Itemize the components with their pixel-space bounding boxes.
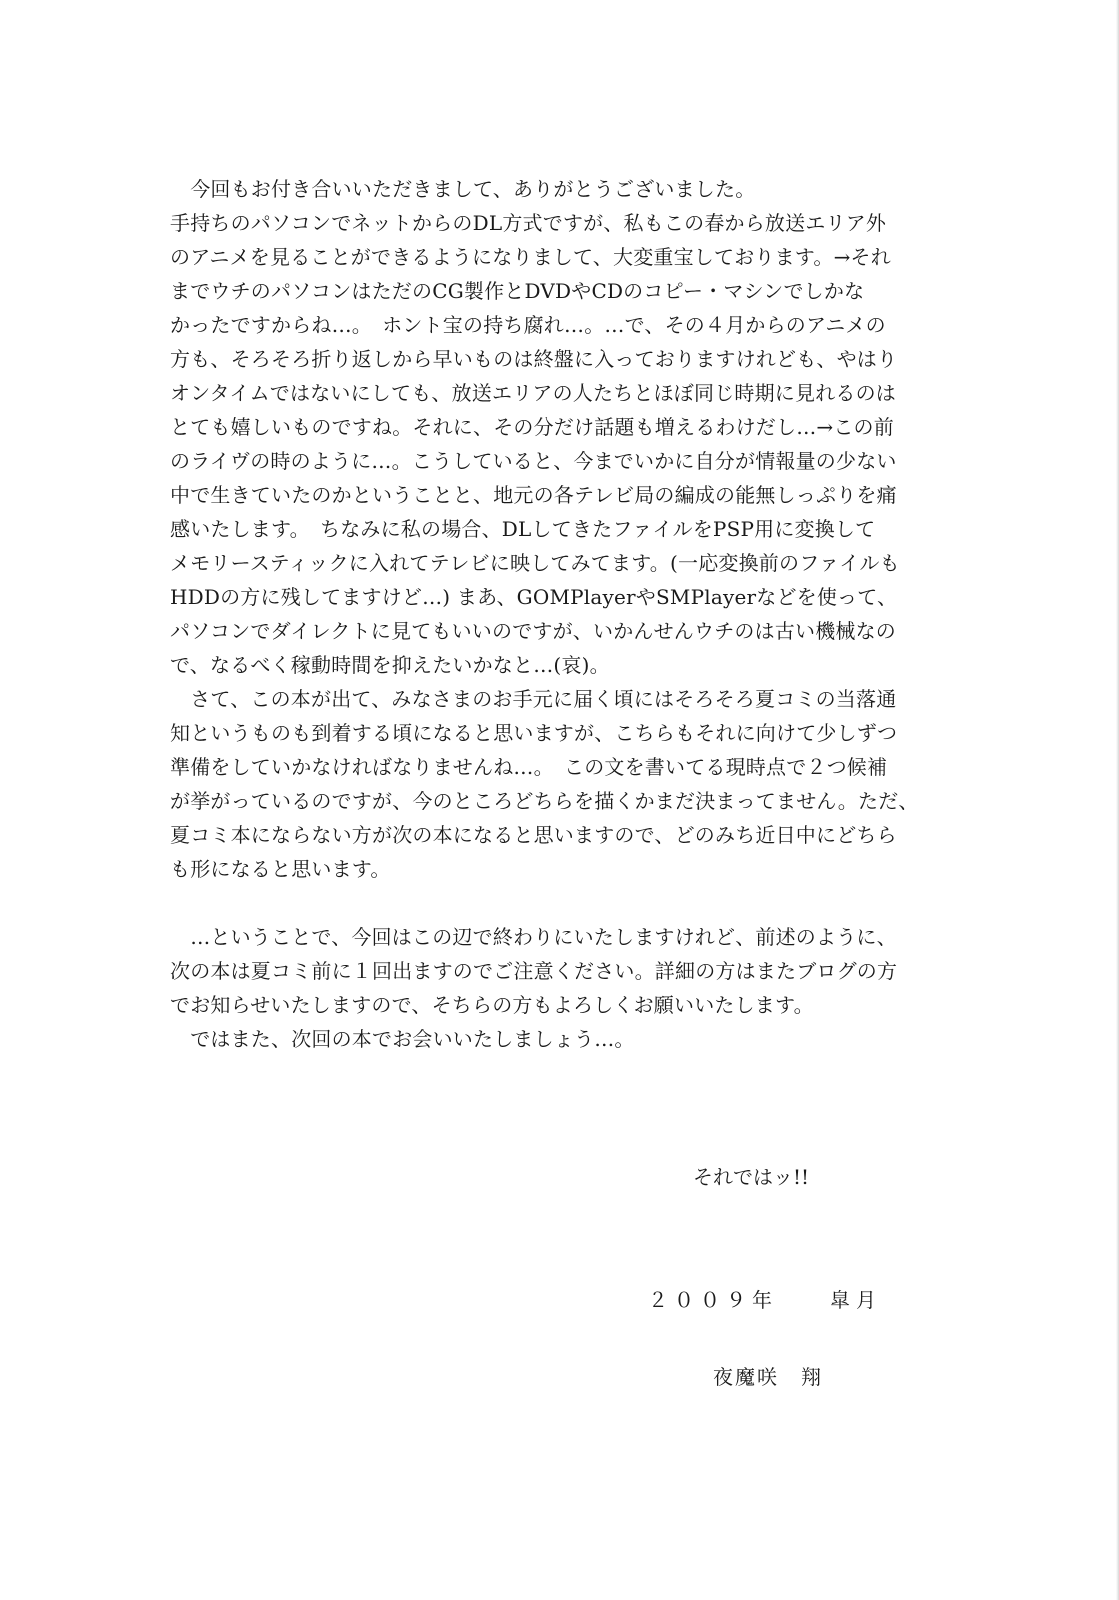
text-line: のライヴの時のように…。こうしていると、今までいかに自分が情報量の少ない: [170, 449, 897, 473]
text-line: でお知らせいたしますので、そちらの方もよろしくお願いいたします。: [170, 993, 814, 1017]
text-line: オンタイムではないにしても、放送エリアの人たちとほぼ同じ時期に見れるのは: [170, 381, 896, 405]
text-line: 夏コミ本にならない方が次の本になると思いますので、どのみち近日中にどちら: [170, 823, 897, 847]
afterword-body: [170, 172, 990, 1056]
text-line: HDDの方に残してますけど…) まあ、GOMPlayerやSMPlayerなどを使って、: [170, 585, 898, 609]
paragraph-gap: [170, 886, 990, 920]
text-line: 準備をしていかなければなりませんね…。 この文を書いてる現時点で２つ候補: [170, 755, 888, 779]
text-line: パソコンでダイレクトに見てもいいのですが、いかんせんウチのは古い機械なの: [170, 619, 896, 643]
text-line: メモリースティックに入れてテレビに映してみてます。(一応変換前のファイルも: [170, 551, 900, 575]
text-line: 方も、そろそろ折り返しから早いものは終盤に入っておりますけれども、やはり: [170, 347, 898, 371]
text-line: 感いたします。 ちなみに私の場合、DLしてきたファイルをPSP用に変換して: [170, 517, 876, 541]
text-line: さて、この本が出て、みなさまのお手元に届く頃にはそろそろ夏コミの当落通: [170, 687, 897, 711]
author-signature: 夜魔咲 翔: [713, 1365, 823, 1389]
text-line: 手持ちのパソコンでネットからのDL方式ですが、私もこの春から放送エリア外: [170, 211, 887, 235]
text-line: までウチのパソコンはただのCG製作とDVDやCDのコピー・マシンでしかな: [170, 279, 865, 303]
text-line: とても嬉しいものですね。それに、その分だけ話題も増えるわけだし…→この前: [170, 415, 894, 439]
text-line: が挙がっているのですが、今のところどちらを描くかまだ決まってません。ただ、: [170, 789, 919, 813]
text-line: 知というものも到着する頃になると思いますが、こちらもそれに向けて少しずつ: [170, 721, 898, 745]
text-line: 次の本は夏コミ前に１回出ますのでご注意ください。詳細の方はまたブログの方: [170, 959, 898, 983]
text-line: かったですからね…。 ホント宝の持ち腐れ…。…で、その４月からのアニメの: [170, 313, 886, 337]
text-line: で、なるべく稼動時間を抑えたいかなと…(哀)。: [170, 653, 610, 677]
text-line: 中で生きていたのかということと、地元の各テレビ局の編成の能無しっぷりを痛: [170, 483, 897, 507]
text-line: ではまた、次回の本でお会いいたしましょう…。: [170, 1027, 635, 1051]
closing-remark: それではッ!!: [693, 1165, 810, 1189]
text-line: …ということで、今回はこの辺で終わりにいたしますけれど、前述のように、: [170, 925, 897, 949]
text-line: のアニメを見ることができるようになりまして、大変重宝しております。→それ: [170, 245, 891, 269]
text-line: も形になると思います。: [170, 857, 391, 881]
text-line: 今回もお付き合いいただきまして、ありがとうございました。: [170, 177, 756, 201]
date-line: ２００９年 皐月: [648, 1288, 882, 1312]
